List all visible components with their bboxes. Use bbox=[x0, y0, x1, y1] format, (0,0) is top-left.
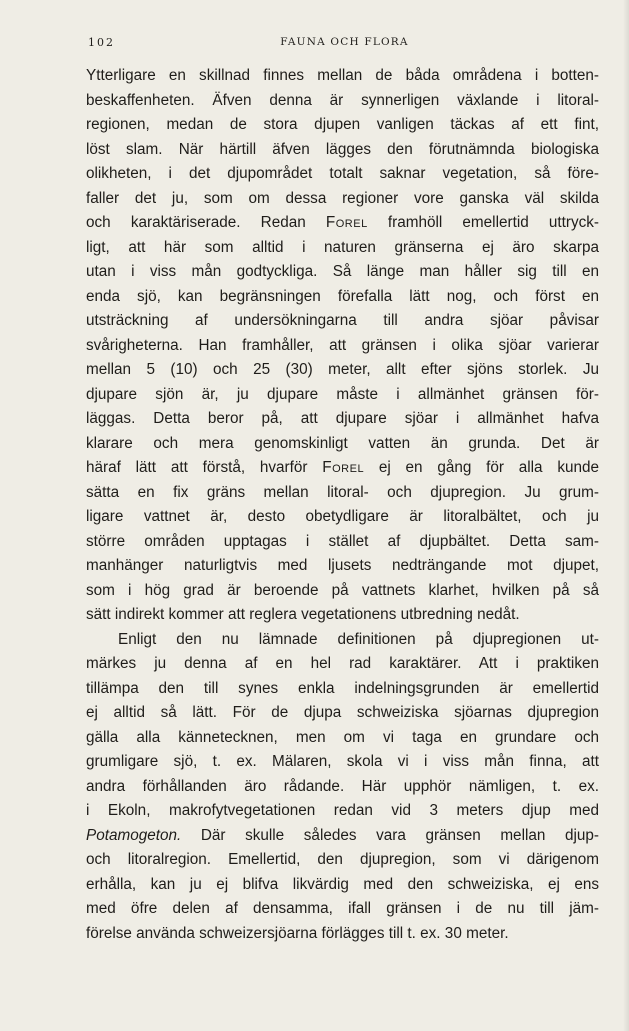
text-line: och litoralregion. Emellertid, den djupregion, som vi därigenom bbox=[86, 851, 599, 868]
genus-name: Potamogeton. bbox=[86, 826, 182, 844]
text-line: ej alltid så lätt. För de djupa schweiziska sjöarnas djupregion bbox=[86, 704, 599, 721]
page-edge-shadow bbox=[623, 0, 629, 1031]
text-line: med öfre delen af densamma, ifall gränsen i de nu till jäm- bbox=[86, 900, 599, 917]
text-line: tillämpa den till synes enkla indelningsgrunden är emellertid bbox=[86, 679, 599, 697]
text-line: i Ekoln, makrofytvegetationen redan vid 3 meters djup med bbox=[86, 802, 599, 819]
page-header bbox=[88, 36, 601, 54]
text-line: ligare vattnet är, desto obetydligare är litoralbältet, och ju bbox=[86, 508, 599, 525]
text-span: och karaktäriserade. Redan bbox=[86, 214, 306, 231]
text-line: utan i viss mån godtyckliga. Så länge man håller sig till en bbox=[86, 263, 599, 280]
text-line bbox=[86, 824, 599, 849]
text-span: häraf lätt att förstå, hvarför bbox=[86, 459, 308, 476]
text-span: ej en gång för alla kunde bbox=[378, 459, 600, 476]
running-title: FAUNA OCH FLORA bbox=[280, 36, 409, 48]
text-line: ligt, att här som alltid i naturen gränserna ej äro skarpa bbox=[86, 238, 599, 256]
text-line bbox=[86, 211, 599, 236]
text-line: manhänger naturligtvis med ljusets nedträngande mot djupet, bbox=[86, 557, 599, 574]
text-line: gälla alla kännetecknen, men om vi taga en grundare och bbox=[86, 728, 599, 746]
text-line: Ytterligare en skillnad finnes mellan de båda områdena i botten- bbox=[86, 67, 599, 84]
text-span: framhöll emellertid uttryck- bbox=[387, 214, 600, 231]
text-line: förelse använda schweizersjöarna förlägges till t. ex. 30 meter. bbox=[86, 924, 509, 942]
text-line: löst slam. När härtill äfven lägges den förutnämnda biologiska bbox=[86, 140, 599, 158]
text-line: Enligt den nu lämnade definitionen på djupregionen ut- bbox=[118, 630, 599, 648]
author-name: Forel bbox=[322, 459, 365, 476]
text-line: större områden upptagas i stället af djupbältet. Detta sam- bbox=[86, 532, 599, 550]
text-line bbox=[86, 456, 599, 481]
author-name: Forel bbox=[325, 214, 368, 231]
text-line: klarare och mera genomskinligt vatten än grunda. Det är bbox=[86, 434, 599, 452]
text-line: beskaffenheten. Äfven denna är synnerligen växlande i litoral- bbox=[86, 91, 599, 109]
text-line: andra förhållanden äro rådande. Här upphör nämligen, t. ex. bbox=[86, 777, 599, 795]
text-line: svårigheterna. Han framhåller, att gränsen i olika sjöar varierar bbox=[86, 336, 599, 354]
text-line: olikheten, i det djupområdet totalt saknar vegetation, så före- bbox=[86, 165, 599, 182]
text-line: som i hög grad är beroende på vattnets klarhet, hvilken på så bbox=[86, 581, 599, 599]
text-line: erhålla, kan ju ej blifva likvärdig med den schweiziska, ej ens bbox=[86, 875, 599, 893]
text-line: utsträckning af undersökningarna till andra sjöar påvisar bbox=[86, 312, 599, 329]
text-line: mellan 5 (10) och 25 (30) meter, allt efter sjöns storlek. Ju bbox=[86, 361, 599, 378]
text-line: grumligare sjö, t. ex. Mälaren, skola vi i viss mån finna, att bbox=[86, 753, 599, 770]
text-line: faller det ju, som om dessa regioner vore ganska väl skilda bbox=[86, 189, 599, 207]
text-span: Där skulle således vara gränsen mellan djup- bbox=[200, 826, 599, 844]
text-line: sätt indirekt kommer att reglera vegetationens utbredning nedåt. bbox=[86, 606, 520, 623]
text-line: sätta en fix gräns mellan litoral- och djupregion. Ju grum- bbox=[86, 483, 599, 501]
text-line: regionen, medan de stora djupen vanligen täckas af ett fint, bbox=[86, 116, 599, 133]
body-text bbox=[86, 64, 599, 946]
text-line: djupare sjön är, ju djupare måste i allmänhet gränsen för- bbox=[86, 385, 599, 403]
text-line: enda sjö, kan begränsningen förefalla lätt nog, och först en bbox=[86, 287, 599, 305]
text-line: märkes ju denna af en hel rad karaktärer. Att i praktiken bbox=[86, 655, 599, 672]
text-line: läggas. Detta beror på, att djupare sjöar i allmänhet hafva bbox=[86, 410, 599, 427]
page-number: 102 bbox=[88, 36, 115, 49]
